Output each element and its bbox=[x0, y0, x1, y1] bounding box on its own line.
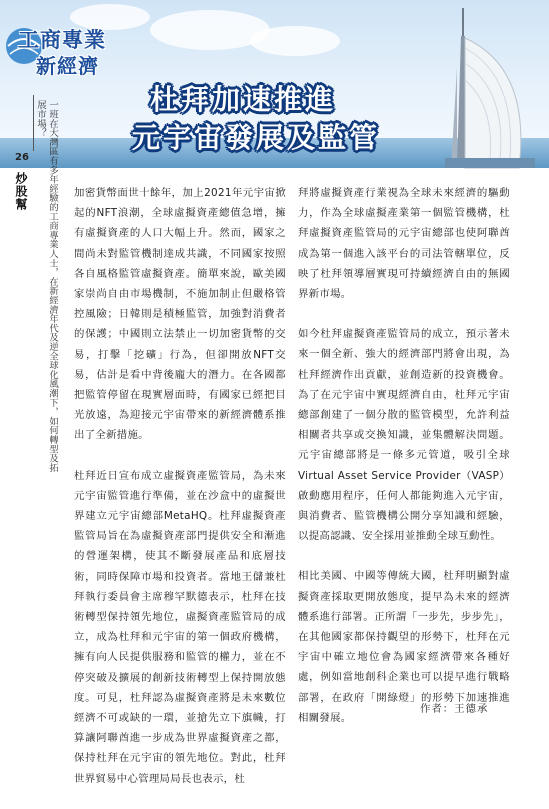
article-column-right bbox=[298, 183, 510, 748]
author-name: 炒股幫 bbox=[14, 172, 28, 211]
article-title-line2: 元宇宙發展及監管 bbox=[132, 121, 381, 154]
paragraph: 拜將虛擬資產行業視為全球未來經濟的驅動力，作為全球虛擬產業第一個監管機構，杜拜虛擬資產監管局的元宇宙總部也使阿聯酋成為第一個進入該平台的司法管轄單位，反映了杜拜領導層實現可持續經濟自由的無國界新市場。 bbox=[298, 187, 510, 301]
paragraph: 如今杜拜虛擬資產監管局的成立，預示著未來一個全新、強大的經濟部門將會出現，為杜拜經濟作出貢獻，並創造新的投資機會。為了在元宇宙中實現經濟自由，杜拜元宇宙總部創建了一個分散的監管模型，允許利益相關者共享或交換知識，並集體解決問題。元宇宙總部將是一條多元管道，吸引全球Virtual Asset Service Provider（VASP）啟動應用程序，任何人都能夠進入元宇宙，與消費者、監管機構公開分享知識和經驗，以提高認識、安全採用並推動全球互動性。 bbox=[298, 328, 510, 543]
cloud bbox=[250, 26, 340, 56]
paragraph: 加密貨幣面世十餘年，加上2021年元宇宙掀起的NFT浪潮，全球虛擬資產總值急增，擁有虛擬資產的人口大幅上升。然而，國家之間尚未對監管機制達成共識，不同國家按照各自風格監管虛擬資產。簡單來說，歐美國家崇尚自由市場機制，不施加制止但嚴格管控風險；日韓則是積極監管，加強對消費者的保護；中國則立法禁止一切加密貨幣的交易，打擊「挖礦」行為，但卻開放NFT交易，估計是看中背後龐大的潛力。在各國都把監管停留在現實層面時，有國家已經把目光放遠，為迎接元宇宙帶來的新經濟體系推出了全新措施。 bbox=[74, 187, 286, 442]
article-title-line1: 杜拜加速推進 bbox=[150, 83, 337, 116]
column-name-line2: 新經濟 bbox=[36, 54, 99, 78]
paragraph: 相比美國、中國等傳統大國，杜拜明顯對虛擬資產採取更開放態度，提早為未來的經濟體系進行部署。正所謂「一步先，步步先」，在其他國家都保持觀望的形勢下，杜拜在元宇宙中確立地位會為國家經濟帶來各種好處，例如當地創科企業也可以提早進行戰略部署，在政府「開綠燈」的形勢下加速推進相關發展。 bbox=[298, 570, 510, 724]
author-bio: 一班在大灣區有多年經驗的工商專業人士，在新經濟年代及逆全球化風潮下，如何轉型及拓展市場？ bbox=[35, 100, 58, 472]
burj-al-arab-illustration bbox=[391, 8, 541, 168]
article-byline: 作者：王德承 bbox=[420, 703, 489, 715]
paragraph: 杜拜近日宣布成立虛擬資產監管局，為未來元宇宙監管進行準備，並在沙盒中的虛擬世界建立元宇宙總部MetaHQ。杜拜虛擬資產監管局旨在為虛擬資產部門提供安全和漸進的營運架構，使其不斷發展產品和底層技術，同時保障市場和投資者。當地王儲兼杜拜執行委員會主席穆罕默德表示，杜拜在技術轉型保持領先地位，虛擬資產監管局的成立，成為杜拜和元宇宙的第一個政府機構，擁有向人民提供服務和監管的權力，並在不停突破及擴展的創新技術轉型上保持開放態度。可見，杜拜認為虛擬資產將是未來數位經濟不可或缺的一環，並搶先立下旗幟，打算讓阿聯酋進一步成為世界虛擬資產之都，保持杜拜在元宇宙的領先地位。對此，杜拜世界貿易中心管理局局長也表示，杜 bbox=[74, 469, 286, 785]
column-name-line1: 工商專業 bbox=[18, 28, 106, 52]
page-number: 26 bbox=[15, 152, 29, 163]
header-banner bbox=[0, 0, 549, 168]
article-column-left bbox=[74, 183, 286, 809]
